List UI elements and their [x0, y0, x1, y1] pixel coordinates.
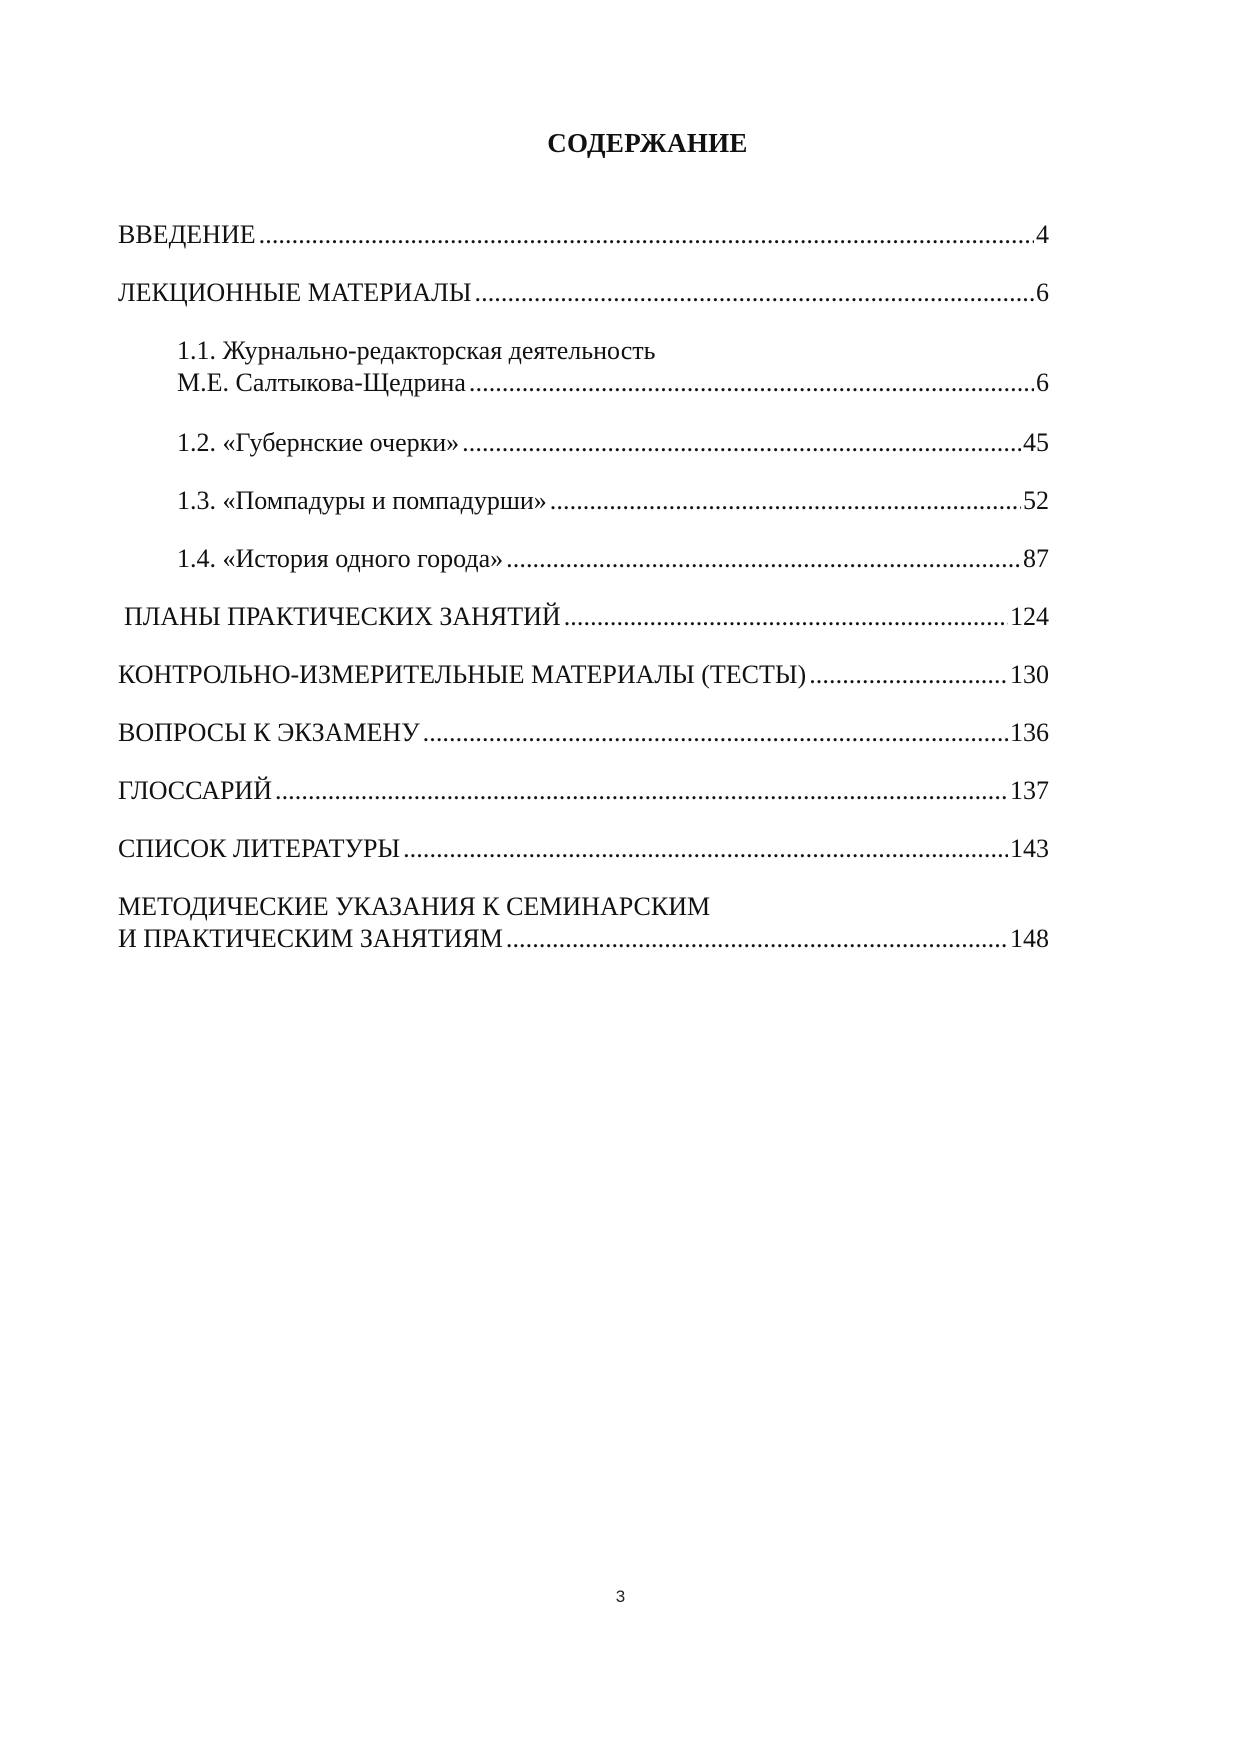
toc-entry-page: 148 — [1010, 924, 1049, 953]
toc-entry-label: М.Е. Салтыкова-Щедрина — [177, 368, 466, 397]
toc-entry-section-1-2[interactable] — [177, 427, 1049, 459]
toc-entry-section-1-1[interactable] — [177, 335, 1049, 399]
toc-entry-page: 143 — [1010, 834, 1049, 863]
toc-entry-label-line1: МЕТОДИЧЕСКИЕ УКАЗАНИЯ К СЕМИНАРСКИМ — [118, 892, 711, 921]
toc-entry-bibliography[interactable] — [118, 833, 1049, 865]
toc-entry-lecture-materials[interactable] — [118, 277, 1049, 309]
toc-entry-page: 124 — [1010, 602, 1049, 631]
toc-entry-label: ГЛОССАРИЙ — [118, 776, 272, 805]
dot-leader — [469, 367, 1034, 399]
toc-entry-page: 4 — [1036, 220, 1049, 249]
toc-entry-label: СПИСОК ЛИТЕРАТУРЫ — [118, 834, 401, 863]
toc-entry-label: ПЛАНЫ ПРАКТИЧЕСКИХ ЗАНЯТИЙ — [124, 602, 561, 631]
toc-entry-page: 6 — [1036, 368, 1049, 397]
dot-leader — [275, 775, 1008, 807]
toc-entry-exam-questions[interactable] — [118, 717, 1049, 749]
toc-entry-methodical-guidelines[interactable] — [118, 891, 1049, 955]
toc-entry-tests[interactable] — [118, 659, 1049, 691]
dot-leader — [564, 601, 1008, 633]
dot-leader — [809, 659, 1008, 691]
dot-leader — [423, 717, 1008, 749]
dot-leader — [506, 543, 1021, 575]
toc-entry-label: КОНТРОЛЬНО-ИЗМЕРИТЕЛЬНЫЕ МАТЕРИАЛЫ (ТЕСТЫ) — [118, 660, 807, 689]
toc-entry-label: ЛЕКЦИОННЫЕ МАТЕРИАЛЫ — [118, 278, 472, 307]
toc-entry-section-1-3[interactable] — [177, 485, 1049, 517]
toc-entry-label: ВВЕДЕНИЕ — [118, 220, 256, 249]
toc-entry-label: ВОПРОСЫ К ЭКЗАМЕНУ — [118, 718, 420, 747]
toc-entry-label: 1.2. «Губернские очерки» — [177, 428, 460, 457]
toc-entry-label: 1.4. «История одного города» — [177, 544, 504, 573]
dot-leader — [462, 427, 1021, 459]
toc-entry-page: 130 — [1010, 660, 1049, 689]
toc-entry-page: 6 — [1036, 278, 1049, 307]
page-number: 3 — [615, 1587, 626, 1606]
toc-entry-label: И ПРАКТИЧЕСКИМ ЗАНЯТИЯМ — [118, 924, 503, 953]
toc-entry-label-line1: 1.1. Журнально-редакторская деятельность — [177, 336, 656, 365]
dot-leader — [259, 219, 1034, 251]
dot-leader — [403, 833, 1008, 865]
toc-entry-page: 45 — [1023, 428, 1049, 457]
dot-leader — [506, 923, 1008, 955]
toc-entry-section-1-4[interactable] — [177, 543, 1049, 575]
toc-entry-practical-plans[interactable] — [124, 601, 1049, 633]
dot-leader — [475, 277, 1035, 309]
toc-entry-page: 52 — [1023, 486, 1049, 515]
toc-entry-page: 137 — [1010, 776, 1049, 805]
toc-entry-glossary[interactable] — [118, 775, 1049, 807]
toc-entry-introduction[interactable] — [118, 219, 1049, 251]
toc-entry-page: 136 — [1010, 718, 1049, 747]
toc-entry-label: 1.3. «Помпадуры и помпадурши» — [177, 486, 547, 515]
dot-leader — [550, 485, 1021, 517]
toc-entry-page: 87 — [1023, 544, 1049, 573]
page-title: СОДЕРЖАНИЕ — [547, 128, 748, 158]
